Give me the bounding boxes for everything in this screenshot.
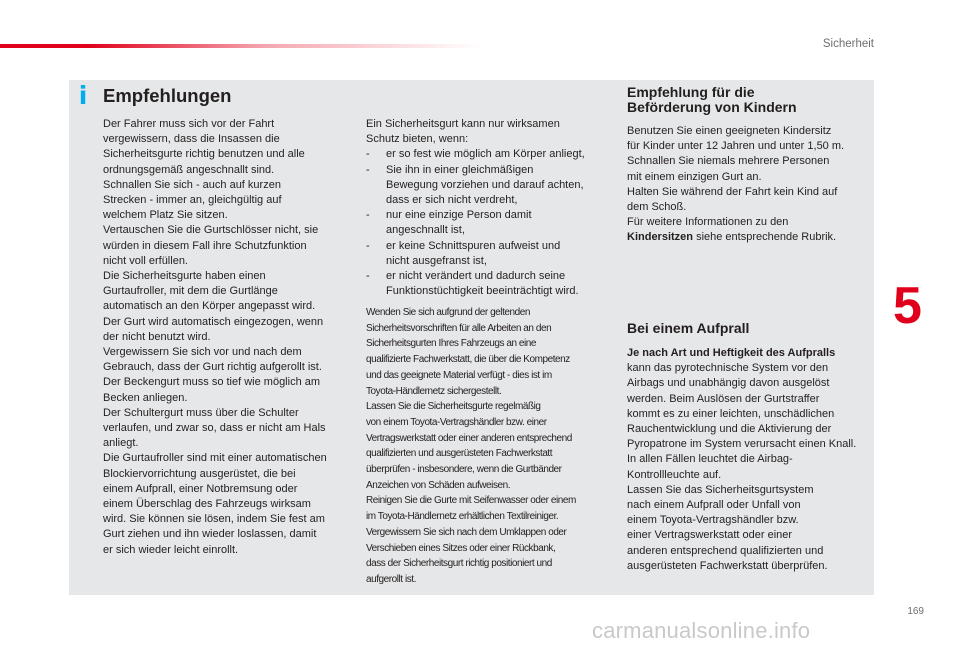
page-number: 169 (907, 606, 924, 617)
text-line: kommt es zu einer leichten, unschädlichen (627, 407, 835, 420)
list-item-text: er so fest wie möglich am Körper anliegt, (386, 148, 585, 161)
text-line: aufgerollt ist. (366, 573, 416, 585)
text-line: anderen entsprechend qualifizierten und (627, 544, 824, 557)
text-line: ordnungsgemäß angeschnallt sind. (103, 163, 275, 176)
list-item-continuation: Bewegung vorziehen und darauf achten, (386, 178, 584, 191)
list-item (366, 163, 616, 178)
text-line: vergewissern, dass die Insassen die (103, 133, 280, 146)
child-transport-title-line: Empfehlung für die (627, 84, 755, 100)
text-line: Schutz bieten, wenn: (366, 133, 469, 146)
text-line: würden in diesem Fall ihre Schutzfunktion (103, 239, 307, 252)
list-dash: - (366, 209, 370, 222)
text-line: einem Überschlag des Fahrzeugs wirksam (103, 498, 311, 511)
text-line: Gurt ziehen und ihn wieder loslassen, damit (103, 528, 317, 541)
text-line: anliegt. (103, 437, 139, 450)
text-line: Sicherheitsvorschriften für alle Arbeiten an den (366, 322, 552, 334)
text-line: nach einem Aufprall oder Unfall von (627, 499, 801, 512)
text-line (627, 346, 872, 361)
text-line: er sich wieder leicht einrollt. (103, 543, 239, 556)
text-line: Benutzen Sie einen geeigneten Kindersitz (627, 125, 832, 137)
text-line: Der Gurt wird automatisch eingezogen, wenn (103, 315, 324, 328)
text-line: Blockiervorrichtung ausgerüstet, die bei (103, 467, 296, 480)
text-line: verlaufen, und zwar so, dass er nicht am Hals (103, 422, 326, 435)
text-line: Pyropatrone im System verursacht einen Knall. (627, 438, 857, 451)
collision-title: Bei einem Aufprall (627, 320, 750, 336)
child-transport-text (627, 124, 872, 246)
text-line: Lassen Sie das Sicherheitsgurtsystem (627, 483, 814, 496)
text-line: Toyota-Händlernetz sichergestellt. (366, 385, 502, 397)
text-line: qualifizierten und ausgerüsteten Fachwerkstatt (366, 448, 553, 460)
text-line: Gurtaufroller, mit dem die Gurtlänge (103, 285, 278, 298)
text-line: Halten Sie während der Fahrt kein Kind auf (627, 185, 838, 198)
text-line: Der Schultergurt muss über die Schulter (103, 406, 299, 419)
text-line: Sicherheitsgurten Ihres Fahrzeugs an eine (366, 338, 536, 350)
text-line: nicht voll erfüllen. (103, 254, 188, 267)
list-item (366, 269, 616, 284)
section-title: Sicherheit (822, 38, 874, 50)
text-line: Die Gurtaufroller sind mit einer automatischen (103, 452, 327, 465)
text-line: im Toyota-Händlernetz erhältlichen Textilreiniger. (366, 511, 559, 523)
list-item-text: nur eine einzige Person damit (386, 209, 532, 222)
text-line: Kontrollleuchte auf. (627, 468, 722, 481)
text-line: Vergewissern Sie sich vor und nach dem (103, 346, 302, 359)
collision-bold-intro: Je nach Art und Heftigkeit des Aufpralls (627, 347, 836, 359)
list-item-text: er nicht verändert und dadurch seine (386, 270, 566, 283)
text-line: einer Vertragswerkstatt oder einer (627, 529, 793, 542)
child-seats-link-text: Kindersitzen (627, 231, 694, 244)
text-line: Gebrauch, dass der Gurt richtig aufgerollt ist. (103, 361, 322, 374)
text-line: Vertauschen Sie die Gurtschlösser nicht, sie (103, 224, 319, 237)
info-icon: i (78, 81, 88, 110)
text-line: Verschieben eines Sitzes oder einer Rückbank, (366, 542, 556, 554)
list-item (366, 147, 616, 162)
list-dash: - (366, 239, 370, 252)
text-line: ausgerüsteten Fachwerkstatt überprüfen. (627, 559, 828, 572)
header-accent-bar (0, 44, 480, 48)
text-line: einem Toyota-Vertragshändler bzw. (627, 514, 799, 527)
text-line: mit einem einzigen Gurt an. (627, 170, 762, 183)
text-line: Vergewissern Sie sich nach dem Umklappen oder (366, 526, 567, 538)
list-dash: - (366, 270, 370, 283)
text-line: Airbags und unabhängig davon ausgelöst (627, 377, 830, 390)
list-item-text: Sie ihn in einer gleichmäßigen (386, 163, 534, 176)
recommendations-text (103, 117, 353, 558)
text-line: Der Fahrer muss sich vor der Fahrt (103, 118, 275, 130)
text-line: dem Schoß. (627, 201, 687, 214)
belt-maintenance-notes (366, 305, 616, 588)
text-line: Reinigen Sie die Gurte mit Seifenwasser oder einem (366, 495, 576, 507)
text-line: Schnallen Sie sich - auch auf kurzen (103, 178, 281, 191)
text-line: Ein Sicherheitsgurt kann nur wirksamen (366, 118, 560, 130)
text-line: qualifizierte Fachwerkstatt, die über die Kompetenz (366, 354, 570, 366)
text-line (627, 230, 872, 245)
text-line: dass der Sicherheitsgurt richtig positioniert und (366, 558, 552, 570)
list-item-continuation: angeschnallt ist, (386, 224, 465, 237)
list-item (366, 208, 616, 223)
list-item-text: er keine Schnittspuren aufweist und (386, 239, 561, 252)
text-line: Für weitere Informationen zu den (627, 216, 789, 229)
text-line: Becken anliegen. (103, 391, 188, 404)
text-line: Der Beckengurt muss so tief wie möglich am (103, 376, 321, 389)
text-line: automatisch an den Körper angepasst wird. (103, 300, 316, 313)
text-line: von einem Toyota-Vertragshändler bzw. einer (366, 416, 547, 428)
text-line: überprüfen - insbesondere, wenn die Gurtbänder (366, 464, 562, 476)
text-line: Schnallen Sie niemals mehrere Personen (627, 155, 830, 168)
text-line: welchem Platz Sie sitzen. (103, 209, 228, 222)
text-line: Rauchentwicklung und die Aktivierung der (627, 423, 832, 436)
text-line: wird. Sie können sie lösen, indem Sie fest am (103, 513, 325, 526)
list-item-continuation: Funktionstüchtigkeit beeinträchtigt wird. (386, 285, 579, 298)
text-line: Sicherheitsgurte richtig benutzen und alle (103, 148, 305, 161)
text-line: Anzeichen von Schäden aufweisen. (366, 479, 511, 491)
watermark: carmanualsonline.info (592, 618, 811, 643)
text-line: werden. Beim Auslösen der Gurtstraffer (627, 392, 820, 405)
collision-text (627, 346, 872, 574)
text-line: und das geeignete Material verfügt - dies ist im (366, 369, 552, 381)
text-line: Wenden Sie sich aufgrund der geltenden (366, 307, 530, 318)
list-item (366, 239, 616, 254)
list-item-continuation: nicht ausgefranst ist, (386, 254, 487, 267)
list-dash: - (366, 163, 370, 176)
child-transport-title (627, 85, 857, 115)
text-line: einem Aufprall, einer Notbremsung oder (103, 482, 298, 495)
text-line: In allen Fällen leuchtet die Airbag- (627, 453, 793, 466)
text-line: Vertragswerkstatt oder einer anderen entsprechend (366, 432, 572, 444)
text-line: kann das pyrotechnische System vor den (627, 362, 829, 375)
text-line: für Kinder unter 12 Jahren und unter 1,50 m. (627, 140, 845, 153)
child-transport-title-line: Beförderung von Kindern (627, 99, 797, 115)
list-dash: - (366, 148, 370, 161)
list-item-continuation: dass er sich nicht verdreht, (386, 194, 518, 207)
text-line: Strecken - immer an, gleichgültig auf (103, 194, 282, 207)
text-line: Lassen Sie die Sicherheitsgurte regelmäßig (366, 401, 541, 413)
text-fragment: siehe entsprechende Rubrik. (693, 231, 837, 244)
recommendations-title: Empfehlungen (103, 85, 232, 106)
belt-protection-conditions (366, 117, 616, 299)
text-line: der nicht benutzt wird. (103, 330, 211, 343)
chapter-number: 5 (893, 277, 922, 335)
text-line: Die Sicherheitsgurte haben einen (103, 270, 266, 283)
